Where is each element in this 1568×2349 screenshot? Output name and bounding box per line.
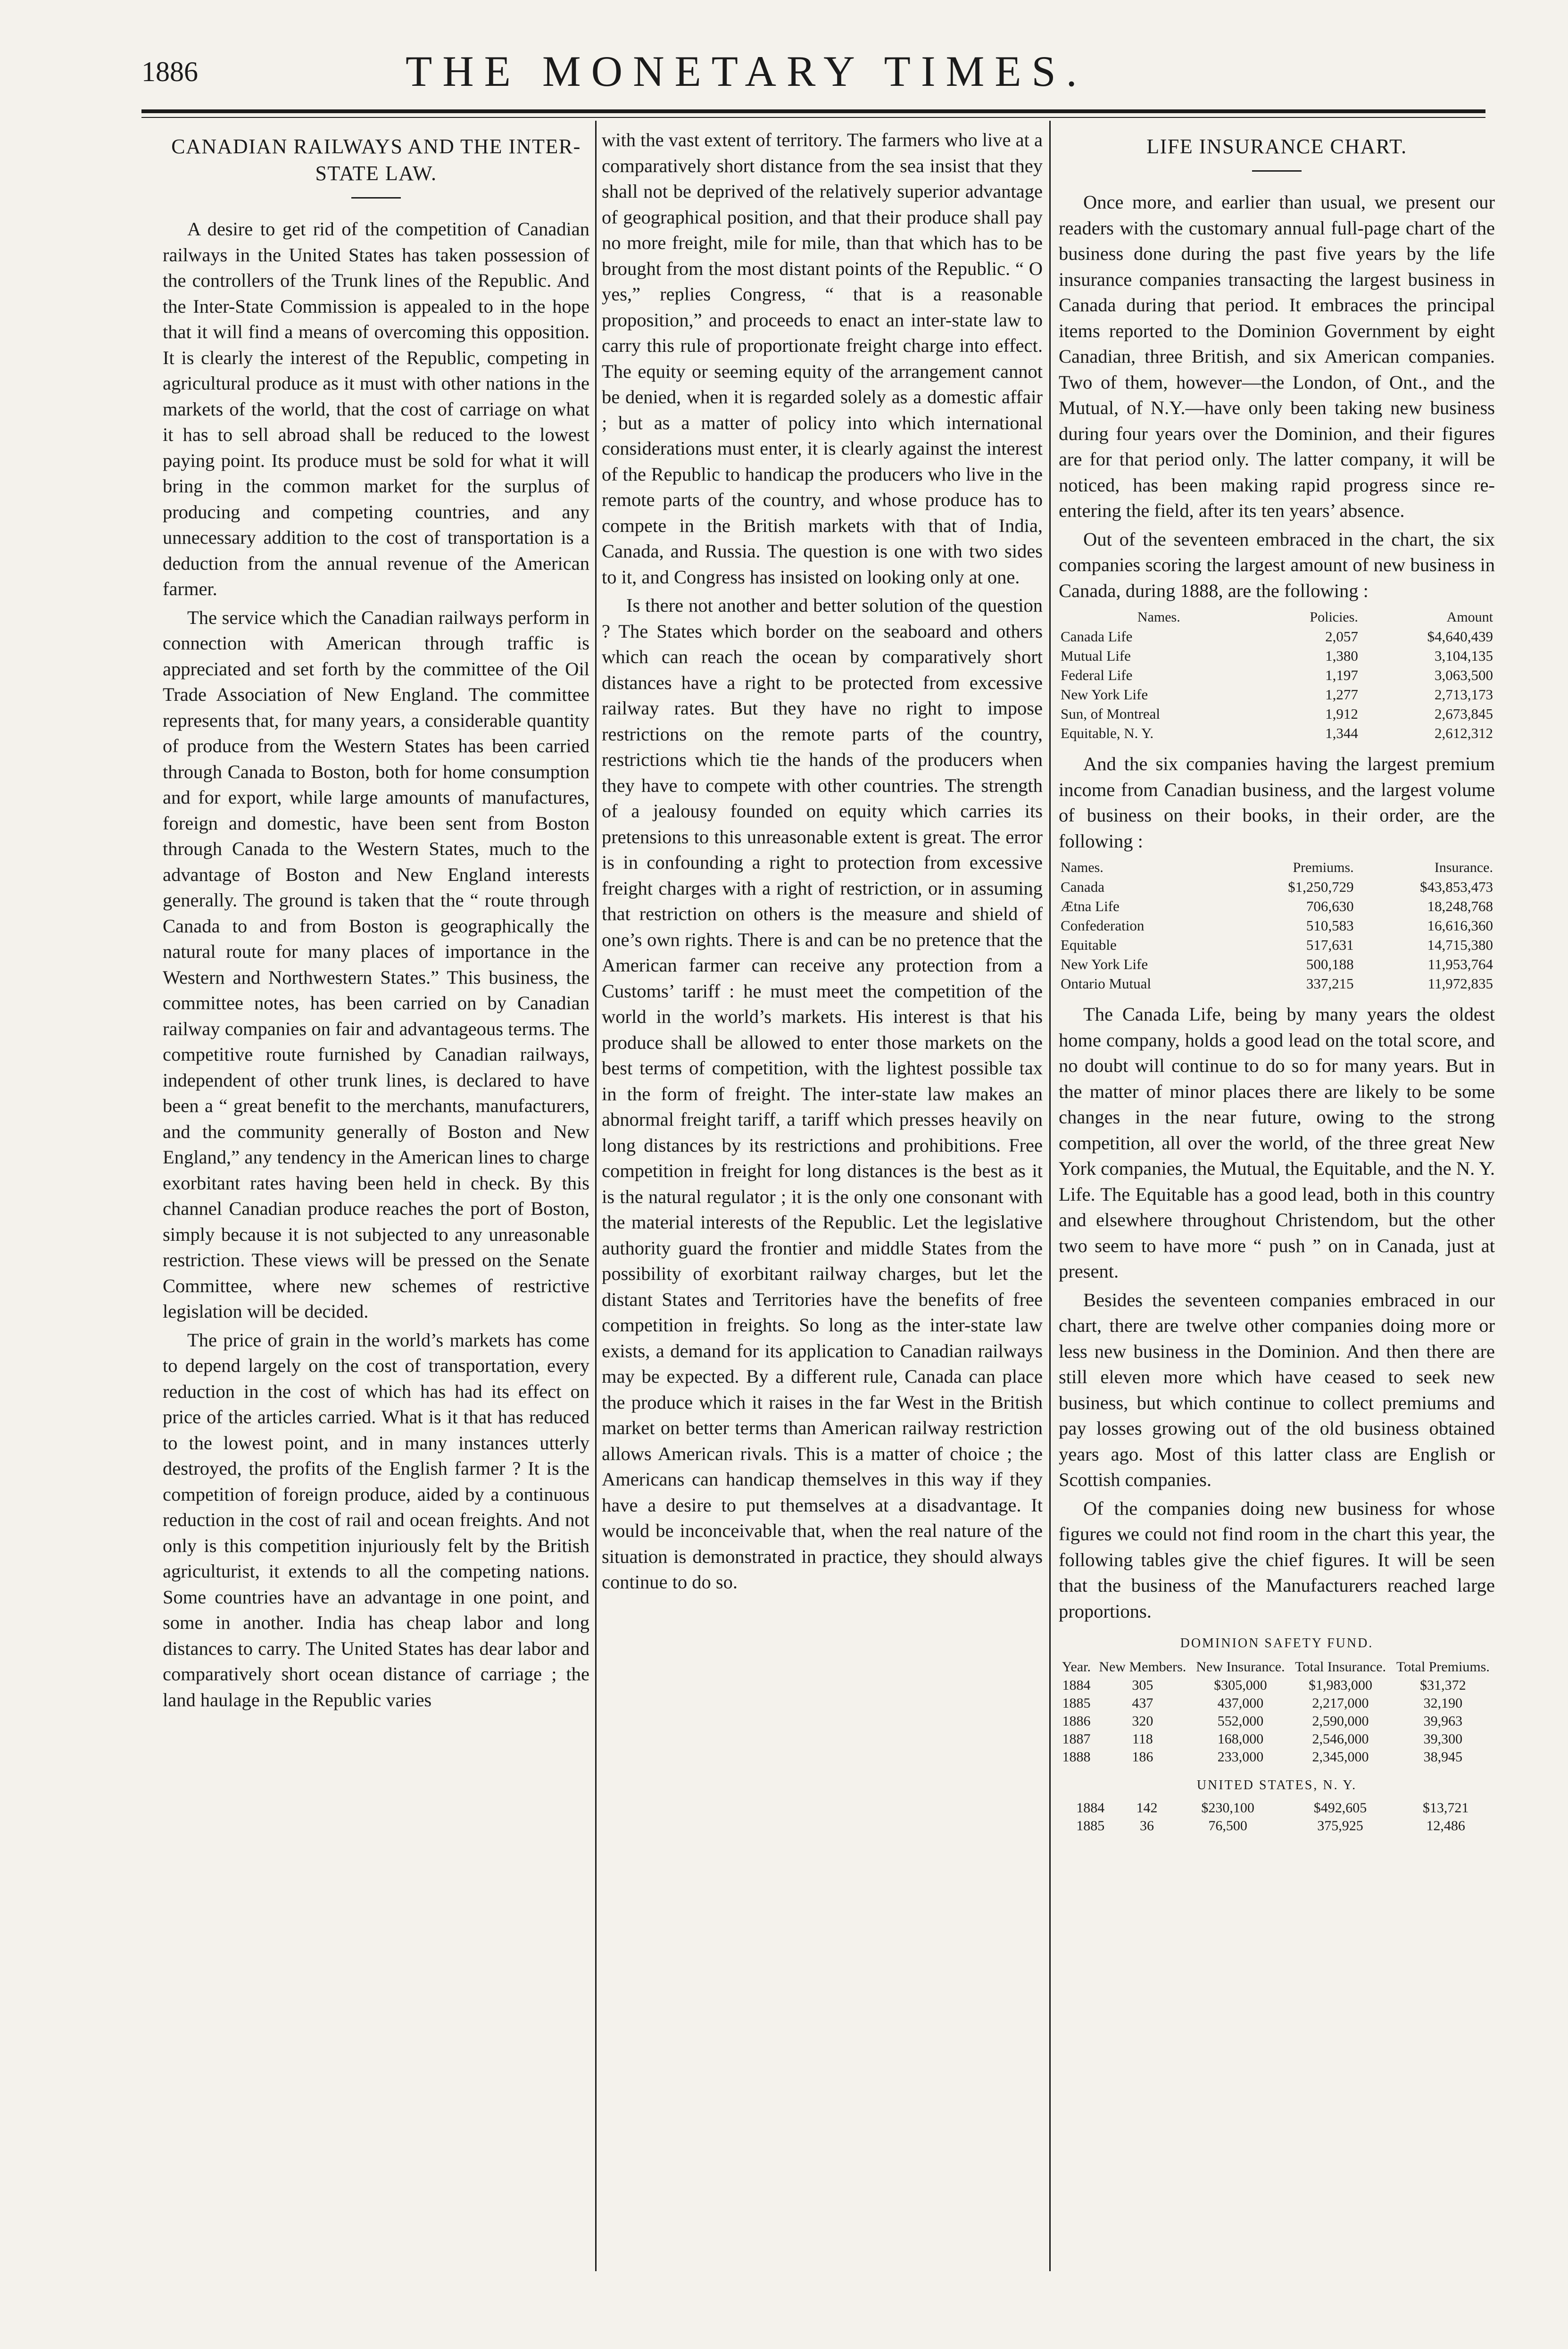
article-railways-col1 xyxy=(163,127,589,1713)
table-row: Ætna Life 706,630 18,248,768 xyxy=(1061,898,1493,914)
table-header: Names. xyxy=(1061,860,1103,875)
table-header: Amount xyxy=(1446,609,1493,625)
table-row: New York Life 500,188 11,953,764 xyxy=(1061,956,1493,972)
column-divider xyxy=(1049,121,1051,2271)
table-row: 1887 118 168,000 2,546,000 39,300 xyxy=(1062,1731,1463,1747)
dominion-safety-fund-table xyxy=(1059,1658,1495,1766)
paragraph: And the six companies having the largest premium income from Canadian business, and the largest volume of business on their books, in their order, are the following : xyxy=(1059,753,1495,852)
paragraph: Once more, and earlier than usual, we present our readers with the customary annual full-page chart of the business done during the past five years by the life insurance companies transacting the largest business in Canada during that period. It embraces the principal items reported to the Dominion Government by eight Canadian, three British, and six American companies. Two of them, however—the London, of Ont., and the Mutual, of N.Y.—have only been taking new business during four years over the Dominion, and their figures are for that period only. The latter company, it will be noticed, has been making rapid progress since re-entering the field, after its ten years’ absence. xyxy=(1059,191,1495,521)
table-header: Total Premiums. xyxy=(1396,1659,1490,1675)
table-row: 1884 142 $230,100 $492,605 $13,721 xyxy=(1076,1800,1469,1816)
title-rule xyxy=(1252,170,1302,172)
table-row: Canada Life 2,057 $4,640,439 xyxy=(1061,628,1493,645)
paragraph: A desire to get rid of the competition of Canadian railways in the United States has taken possession of the controllers of the Trunk lines of the Republic. And the Inter-State Commission is appealed to in the hope that it will find a means of overcoming this opposition. It is clearly the interest of the Republic, competing in agricultural produce as it must with other nations in the markets of the world, that the cost of carriage on what it has to sell abroad shall be reduced to the lowest paying point. Its produce must be sold for what it will bring in the common market for the surplus of producing and competing countries, and any unnecessary addition to the cost of transportation is a deduction from the annual revenue of the American farmer. xyxy=(163,218,589,599)
table-header: Premiums. xyxy=(1293,860,1354,875)
paragraph: with the vast extent of territory. The farmers who live at a comparatively short distance from the sea insist that they shall not be deprived of the relatively superior advantage of geographical position, and that their produce shall pay no more freight, mile for mile, than that which has to be brought from the most distant points of the Republic. “ O yes,” replies Congress, “ that is a reasonable proposition,” and proceeds to enact an inter-state law to carry this rule of proportionate freight charge into effect. The equity or seeming equity of the arrangement cannot be denied, when it is regarded solely as a domestic affair ; but as a matter of policy into which international considerations must enter, it is clearly against the interest of the Republic to handicap the producers who live in the remote parts of the country, and whose produce has to compete in the British markets with that of India, Canada, and Russia. The question is one with two sides to it, and Congress has insisted on looking only at one. xyxy=(602,129,1043,588)
table-header: Policies. xyxy=(1310,609,1358,625)
table-row: Equitable 517,631 14,715,380 xyxy=(1061,937,1493,953)
table-row: 1885 437 437,000 2,217,000 32,190 xyxy=(1062,1695,1463,1711)
paragraph: The service which the Canadian railways perform in connection with American through traffic is appreciated and set forth by the committee of the Oil Trade Association of New England. The committee represents that, for many years, a considerable quantity of produce from the Western States has been carried through Canada to Boston, both for home consumption and for export, while large amounts of manufactures, foreign and domestic, have been sent from Boston through Canada to the Western States, much to the advantage of Boston and New England interests generally. The ground is taken that the “ route through Canada to and from Boston is geographically the natural route for many places of importance in the Western and Northwestern States.” This business, the committee notes, has been carried on by Canadian railway companies on fair and advantageous terms. The competitive route furnished by Canadian railways, independent of other trunk lines, is declared to have been a “ great benefit to the merchants, manufacturers, and the community generally of Boston and New England,” any tendency in the American lines to charge exorbitant rates having been held in check. By this channel Canadian produce reaches the port of Boston, simply because it is not subjected to any unreasonable restriction. These views will be pressed on the Senate Committee, where new schemes of restrictive legislation will be decided. xyxy=(163,606,589,1322)
table-caption: UNITED STATES, N. Y. xyxy=(1196,1777,1357,1793)
table-header: Year. xyxy=(1062,1659,1091,1675)
paragraph: The Canada Life, being by many years the oldest home company, holds a good lead on the total score, and no doubt will continue to do so for many years. But in the matter of minor places there are likely to be some changes in the near future, owing to the strong competition, all over the world, of the three great New York companies, the Mutual, the Equitable, and the N. Y. Life. The Equitable has a good lead, both in this country and elsewhere throughout Christendom, but the other two seem to have more “ push ” on in Canada, just at present. xyxy=(1059,1004,1495,1282)
table-row: Ontario Mutual 337,215 11,972,835 xyxy=(1061,975,1493,992)
table-row: Canada $1,250,729 $43,853,473 xyxy=(1061,879,1493,895)
masthead: THE MONETARY TIMES. xyxy=(406,47,1087,95)
header-rule-thin xyxy=(141,117,1485,118)
paragraph: The price of grain in the world’s markets has come to depend largely on the cost of transportation, every reduction in the cost of which has had its effect on price of the articles carried. What is it that has reduced to the lowest point, and in many instances utterly destroyed, the profits of the English farmer ? It is the competition of foreign produce, aided by a continuous reduction in the cost of rail and ocean freights. And not only is this competition injuriously felt by the British agriculturist, it extends to all the competing nations. Some countries have an advantage in one point, and some in another. India has cheap labor and long distances to carry. The United States has dear labor and comparatively short ocean distance of carriage ; the land haulage in the Republic varies xyxy=(163,1329,589,1710)
header-rule xyxy=(141,109,1485,113)
article-life-insurance xyxy=(1059,127,1495,1840)
table-header: Names. xyxy=(1137,609,1180,625)
title-rule xyxy=(351,197,401,199)
table-row: Sun, of Montreal 1,912 2,673,845 xyxy=(1061,706,1493,722)
united-states-ny-table xyxy=(1059,1799,1495,1835)
premium-income-table xyxy=(1059,858,1495,993)
table-header: Insurance. xyxy=(1434,860,1493,875)
article-railways-col2 xyxy=(602,127,1043,1595)
table-row: 1884 305 $305,000 $1,983,000 $31,372 xyxy=(1062,1677,1466,1693)
article-title: CANADIAN RAILWAYS AND THE INTER-STATE LAW. xyxy=(171,135,581,185)
table-row: Equitable, N. Y. 1,344 2,612,312 xyxy=(1061,725,1493,741)
paragraph: Is there not another and better solution of the question ? The States which border on the seaboard and others which can reach the ocean by comparatively short distances have a right to be protected from excessive railway rates. But they have no right to impose restrictions on the remote parts of the country, restrictions which tie the hands of the producers when they have to compete with other countries. The strength of a jealousy founded on equity which carries its pretensions to this unreasonable extent is great. The error is in confounding a right to protection from excessive freight charges with a right of restriction, or in assuming that restriction on others is the measure and shield of one’s own rights. There is and can be no pretence that the American farmer can receive any protection from a Customs’ tariff : he must meet the competition of the world in the world’s markets. His interest is that his produce shall be allowed to enter those markets on the best terms of competition, with the lightest possible tax in the form of freight. The inter-state law makes an abnormal freight tariff, a tariff which presses heavily on long distances by its restrictions and prohibitions. Free competition in freight for long distances is the best as it is the natural regulator ; it is the only one consonant with the material interests of the Republic. Let the legislative authority guard the frontier and middle States from the possibility of exorbitant railway charges, but let the distant States and Territories have the benefits of free competition in freights. So long as the inter-state law exists, a demand for its application to Canadian railways may be expected. By a different rule, Canada can place the produce which it raises in the far West in the British market on better terms than American railway restriction allows American rivals. This is a matter of choice ; the Americans can handicap themselves in this way if they have a desire to put themselves at a disadvantage. It would be inconceivable that, when the real nature of the situation is demonstrated in practice, they should always continue to do so. xyxy=(602,595,1043,1593)
table-header: New Insurance. xyxy=(1196,1659,1285,1675)
table-row: Federal Life 1,197 3,063,500 xyxy=(1061,667,1493,683)
table-row: Mutual Life 1,380 3,104,135 xyxy=(1061,647,1493,664)
paragraph: Besides the seventeen companies embraced in our chart, there are twelve other companies doing more or less new business in the Dominion. And then there are still eleven more which have ceased to seek new business, but which continue to collect premiums and pay losses growing out of the old business obtained years ago. Most of this latter class are English or Scottish companies. xyxy=(1059,1289,1495,1490)
table-row: Confederation 510,583 16,616,360 xyxy=(1061,917,1493,934)
table-row: 1885 36 76,500 375,925 12,486 xyxy=(1076,1818,1465,1834)
table-caption: DOMINION SAFETY FUND. xyxy=(1180,1636,1374,1651)
page-header xyxy=(0,0,1568,123)
paragraph: Out of the seventeen embraced in the chart, the six companies scoring the largest amount of new business in Canada, during 1888, are the following : xyxy=(1059,528,1495,601)
page-number: 1886 xyxy=(141,56,198,87)
table-row: 1886 320 552,000 2,590,000 39,963 xyxy=(1062,1713,1463,1729)
column-divider xyxy=(595,121,597,2271)
table-header: Total Insurance. xyxy=(1295,1659,1386,1675)
table-row: New York Life 1,277 2,713,173 xyxy=(1061,686,1493,703)
new-business-table xyxy=(1059,607,1495,743)
table-row: 1888 186 233,000 2,345,000 38,945 xyxy=(1062,1749,1463,1765)
table-header: New Members. xyxy=(1099,1659,1186,1675)
article-title: LIFE INSURANCE CHART. xyxy=(1146,135,1407,158)
paragraph: Of the companies doing new business for whose figures we could not find room in the chart this year, the following tables give the chief figures. It will be seen that the business of the Manufacturers reached large proportions. xyxy=(1059,1497,1495,1622)
